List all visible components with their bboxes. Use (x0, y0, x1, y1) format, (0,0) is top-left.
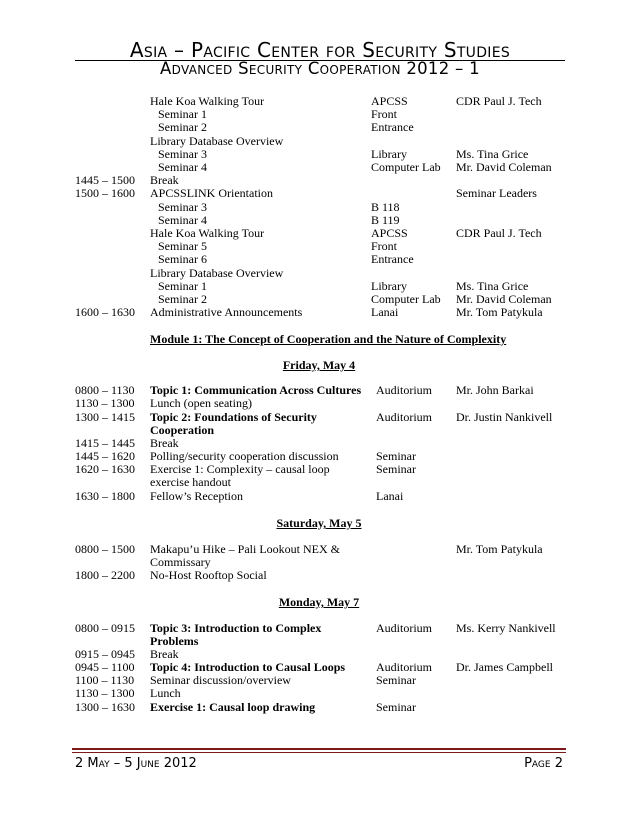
row-item: Administrative Announcements (150, 305, 303, 320)
row-item: Seminar 3 (158, 199, 207, 214)
row-location: B 119 (371, 212, 400, 227)
row-location: Auditorium (376, 621, 432, 635)
row-time: 1800 – 2200 (75, 568, 135, 582)
row-presenter: Mr. David Coleman (456, 160, 552, 174)
row-item: Seminar 2 (158, 120, 207, 135)
row-presenter: Ms. Tina Grice (456, 278, 529, 293)
row-location: Front (371, 239, 398, 254)
row-presenter: Ms. Kerry Nankivell (456, 621, 556, 635)
row-location: Computer Lab (371, 160, 441, 174)
row-presenter: Seminar Leaders (456, 186, 537, 201)
footer-rule-thin (72, 752, 566, 753)
row-presenter: Mr. Tom Patykula (456, 305, 543, 320)
day-heading: Monday, May 7 (278, 595, 360, 609)
row-presenter: Dr. James Campbell (456, 660, 553, 674)
row-item: Break (150, 173, 179, 188)
row-presenter: Mr. David Coleman (456, 292, 552, 306)
row-location: APCSS (371, 226, 408, 240)
row-location: B 118 (371, 199, 400, 214)
row-time: 0800 – 1500 (75, 542, 135, 556)
row-location: Seminar (376, 462, 416, 476)
row-location: Auditorium (376, 660, 432, 674)
row-item: Seminar 3 (158, 146, 207, 161)
row-location: Lanai (376, 489, 404, 503)
row-item: Topic 4: Introduction to Causal Loops (150, 660, 346, 674)
row-item: Lunch (150, 686, 181, 700)
row-item: Seminar 6 (158, 252, 207, 267)
row-item: Seminar 1 (158, 107, 207, 122)
row-location: Seminar (376, 449, 416, 463)
row-item: Exercise 1: Causal loop drawing (150, 700, 316, 714)
row-item: Topic 3: Introduction to Complex Problems (150, 621, 322, 648)
row-presenter: Ms. Tina Grice (456, 146, 529, 161)
row-time: 1600 – 1630 (75, 305, 135, 320)
row-time: 1130 – 1300 (75, 686, 135, 700)
footer-rule (72, 748, 566, 750)
row-location: Seminar (376, 673, 416, 687)
row-time: 0915 – 0945 (75, 647, 135, 661)
row-time: 0800 – 1130 (75, 383, 135, 397)
row-time: 1100 – 1130 (75, 673, 135, 687)
row-location: APCSS (371, 94, 408, 108)
day-heading: Friday, May 4 (282, 358, 356, 372)
row-item: Seminar 2 (158, 292, 207, 306)
row-time: 1630 – 1800 (75, 489, 135, 503)
row-item: Lunch (open seating) (150, 396, 252, 410)
row-time: 1620 – 1630 (75, 462, 135, 476)
row-time: 0800 – 0915 (75, 621, 135, 635)
row-item: Seminar 4 (158, 212, 207, 227)
row-time: 1130 – 1300 (75, 396, 135, 410)
footer-page-number: Page 2 (524, 756, 563, 771)
page-subtitle: Advanced Security Cooperation 2012 – 1 (160, 59, 480, 78)
row-item: Fellow’s Reception (150, 489, 243, 503)
row-item: Hale Koa Walking Tour (150, 226, 265, 240)
row-item: Topic 1: Communication Across Cultures (150, 383, 362, 397)
page-title: Asia – Pacific Center for Security Studies (129, 38, 511, 62)
row-location: Front (371, 107, 398, 122)
row-presenter: Mr. John Barkai (456, 383, 534, 397)
row-item: Hale Koa Walking Tour (150, 94, 265, 108)
row-time: 0945 – 1100 (75, 660, 135, 674)
row-item: Seminar discussion/overview (150, 673, 291, 687)
row-item: Seminar 1 (158, 278, 207, 293)
row-time: 1445 – 1500 (75, 173, 135, 188)
row-location: Computer Lab (371, 292, 441, 306)
row-item: Library Database Overview (150, 265, 284, 280)
row-item: Library Database Overview (150, 133, 284, 148)
row-location: Lanai (371, 305, 399, 320)
row-item: Break (150, 436, 179, 450)
row-time: 1415 – 1445 (75, 436, 135, 450)
row-item: APCSSLINK Orientation (150, 186, 273, 201)
row-presenter: CDR Paul J. Tech (456, 226, 542, 240)
row-item: Polling/security cooperation discussion (150, 449, 339, 463)
row-item: Break (150, 647, 179, 661)
row-location: Auditorium (376, 410, 432, 424)
row-item: No-Host Rooftop Social (150, 568, 267, 582)
row-time: 1300 – 1415 (75, 410, 135, 424)
row-item: Seminar 5 (158, 239, 207, 254)
row-item: Topic 2: Foundations of Security Cooperation (150, 410, 317, 437)
row-presenter: Dr. Justin Nankivell (456, 410, 553, 424)
row-location: Entrance (371, 120, 414, 135)
module-heading: Module 1: The Concept of Cooperation and the Nature of Complexity (150, 332, 507, 346)
footer-dates: 2 May – 5 June 2012 (75, 756, 197, 771)
row-time: 1300 – 1630 (75, 700, 135, 714)
row-location: Library (371, 278, 407, 293)
row-location: Entrance (371, 252, 414, 267)
row-time: 1445 – 1620 (75, 449, 135, 463)
row-time: 1500 – 1600 (75, 186, 135, 201)
row-location: Library (371, 146, 407, 161)
row-location: Seminar (376, 700, 416, 714)
day-heading: Saturday, May 5 (276, 516, 362, 530)
row-presenter: CDR Paul J. Tech (456, 94, 542, 108)
row-presenter: Mr. Tom Patykula (456, 542, 543, 556)
row-item: Makapu’u Hike – Pali Lookout NEX & Commissary (150, 542, 340, 569)
row-location: Auditorium (376, 383, 432, 397)
row-item: Exercise 1: Complexity – causal loop exercise handout (150, 462, 330, 489)
row-item: Seminar 4 (158, 160, 207, 174)
